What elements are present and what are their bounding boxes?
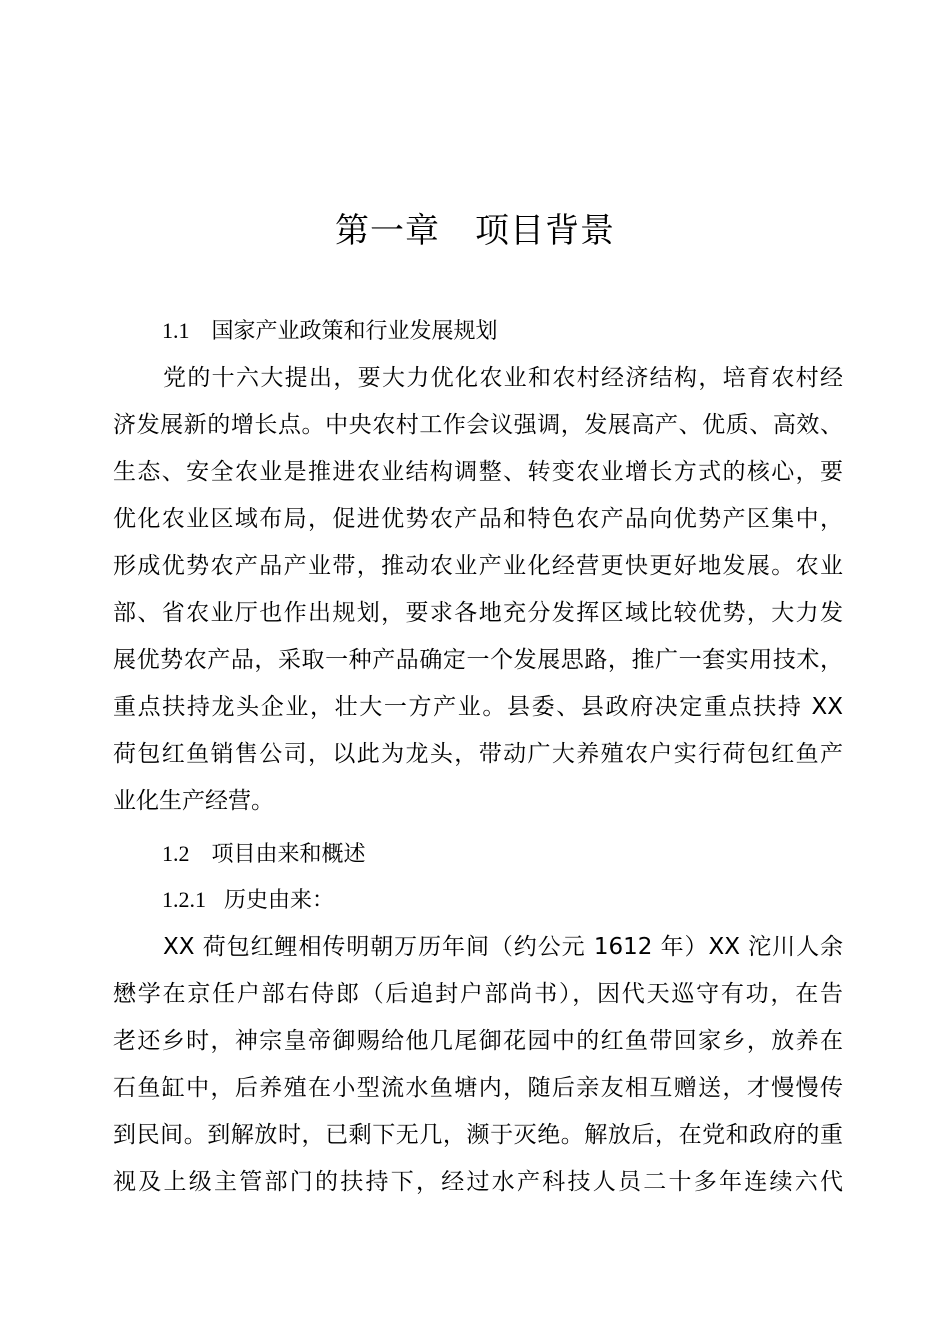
paragraph-line: 部、省农业厅也作出规划，要求各地充分发挥区域比较优势，大力发 — [113, 600, 843, 626]
section-heading-1-2-1 — [162, 882, 334, 919]
section-number: 1.2 — [162, 841, 190, 866]
section-heading-1-2 — [162, 836, 366, 873]
paragraph-history — [113, 924, 843, 1206]
paragraph-line: 荷包红鱼销售公司，以此为龙头，带动广大养殖农户实行荷包红鱼产 — [113, 741, 843, 767]
paragraph-line: 视及上级主管部门的扶持下，经过水产科技人员二十多年连续六代 — [113, 1169, 843, 1195]
paragraph-line: 石鱼缸中，后养殖在小型流水鱼塘内，随后亲友相互赠送，才慢慢传 — [113, 1075, 843, 1101]
paragraph-line: 形成优势农产品产业带，推动农业产业化经营更快更好地发展。农业 — [113, 553, 843, 579]
chapter-title: 第一章 项目背景 — [335, 211, 615, 251]
section-number: 1.1 — [162, 318, 190, 343]
paragraph-line: 老还乡时，神宗皇帝御赐给他几尾御花园中的红鱼带回家乡，放养在 — [113, 1028, 843, 1054]
section-title: 历史由来： — [224, 888, 335, 913]
section-heading-1-1 — [162, 313, 498, 350]
section-title: 项目由来和概述 — [211, 842, 366, 867]
paragraph-line: 懋学在京任户部右侍郎（后追封户部尚书），因代天巡守有功，在告 — [113, 981, 843, 1007]
paragraph-line: 重点扶持龙头企业，壮大一方产业。县委、县政府决定重点扶持 XX — [113, 694, 843, 720]
section-title: 国家产业政策和行业发展规划 — [211, 319, 498, 344]
paragraph-line: 到民间。到解放时，已剩下无几，濒于灭绝。解放后，在党和政府的重 — [113, 1122, 843, 1148]
paragraph-line: 党的十六大提出，要大力优化农业和农村经济结构，培育农村经 — [163, 365, 843, 391]
paragraph-line: 优化农业区域布局，促进优势农产品和特色农产品向优势产区集中， — [113, 506, 843, 532]
section-number: 1.2.1 — [162, 887, 206, 912]
paragraph-line: 济发展新的增长点。中央农村工作会议强调，发展高产、优质、高效、 — [113, 412, 843, 438]
paragraph-line: 生态、安全农业是推进农业结构调整、转变农业增长方式的核心，要 — [113, 459, 843, 485]
paragraph-line: 业化生产经营。 — [113, 788, 274, 814]
paragraph-policy — [113, 355, 843, 825]
paragraph-line: XX 荷包红鲤相传明朝万历年间（约公元 1612 年）XX 沱川人余 — [163, 934, 843, 960]
paragraph-line: 展优势农产品，采取一种产品确定一个发展思路，推广一套实用技术， — [113, 647, 843, 673]
